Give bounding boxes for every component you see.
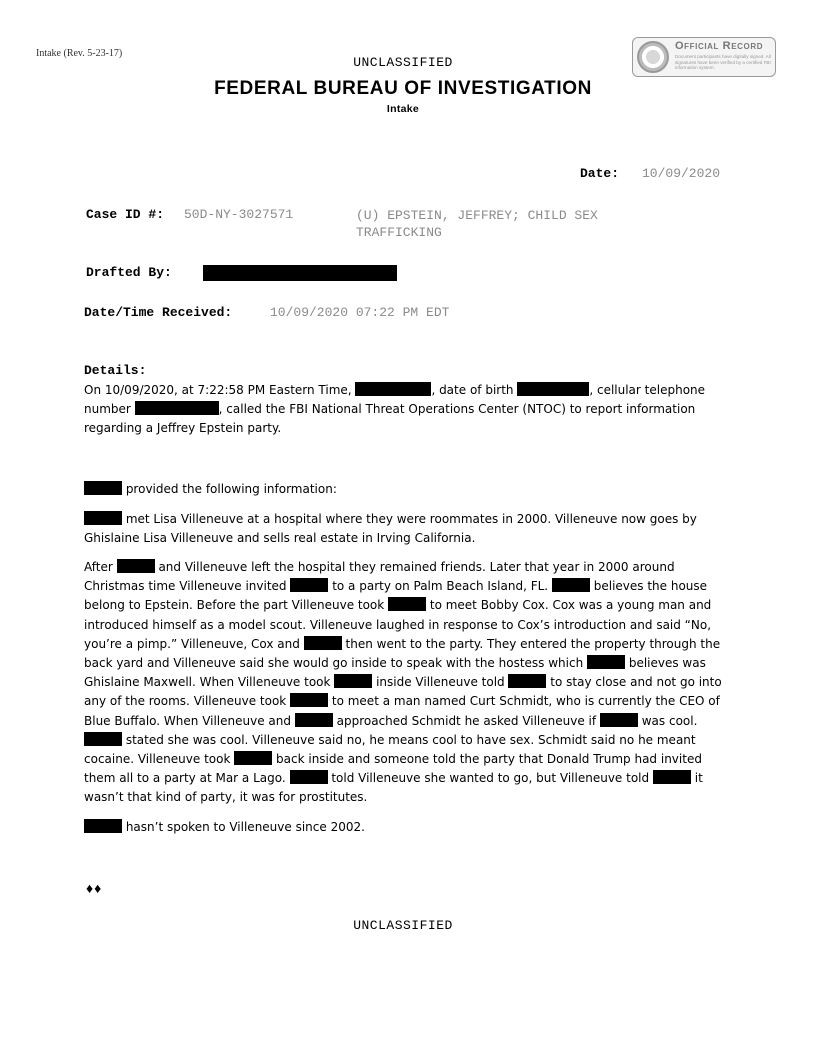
details-paragraph	[84, 381, 734, 439]
date-label: Date:	[580, 166, 620, 181]
text-segment: and Villeneuve left the hospital they remained friends. Later that year in 2000 around Christmas time Villeneuve invited	[84, 560, 675, 594]
details-paragraph	[84, 818, 734, 837]
official-record-stamp	[632, 37, 776, 77]
details-paragraph	[84, 558, 734, 808]
text-segment: to meet Bobby Cox. Cox was a young man and introduced himself as a model scout. Villeneuve laughed in response to Cox’s introduction and said “No, you’re a pimp.” Villeneuve, Cox and	[84, 598, 712, 651]
text-segment: believes was Ghislaine Maxwell. When Villeneuve took	[84, 656, 706, 690]
redaction	[587, 655, 625, 669]
text-segment: inside Villeneuve told	[372, 675, 509, 690]
stamp-title: Official Record	[675, 40, 764, 52]
case-title: (U) EPSTEIN, JEFFREY; CHILD SEX TRAFFICKING	[356, 208, 598, 240]
text-segment: believes the house belong to Epstein. Before the part Villeneuve took	[84, 579, 708, 613]
redaction	[234, 751, 272, 765]
redaction	[334, 674, 372, 688]
redaction	[84, 511, 122, 525]
details-paragraph	[84, 480, 734, 499]
text-segment: hasn’t spoken to Villeneuve since 2002.	[122, 820, 365, 834]
redaction	[600, 713, 638, 727]
case-id-label: Case ID #:	[86, 207, 165, 222]
text-segment: On 10/09/2020, at 7:22:58 PM Eastern Time,	[84, 383, 356, 397]
agency-title: FEDERAL BUREAU OF INVESTIGATION	[214, 78, 592, 99]
text-segment: back inside and someone told the party that Donald Trump had invited them all to a party at Mar a Lago.	[84, 752, 702, 786]
redaction	[304, 636, 342, 650]
text-segment: then went to the party. They entered the property through the back yard and Villeneuve said she would go inside to speak with the hostess which	[84, 636, 721, 671]
redaction	[290, 578, 328, 592]
redaction	[295, 713, 333, 727]
redaction	[117, 559, 155, 573]
text-segment: , date of birth	[431, 383, 518, 397]
received-value: 10/09/2020 07:22 PM EDT	[270, 305, 450, 320]
redaction	[388, 597, 426, 611]
classification-bottom: UNCLASSIFIED	[353, 918, 453, 933]
received-label: Date/Time Received:	[84, 305, 233, 320]
redaction	[517, 382, 589, 396]
case-id-value: 50D-NY-3027571	[184, 207, 294, 222]
redaction	[355, 382, 431, 396]
redaction	[84, 732, 122, 746]
redaction	[552, 578, 590, 592]
stamp-text: Document participants have digitally signed. All signatures have been verified by a certified FBI information system.	[675, 54, 771, 71]
date-value: 10/09/2020	[642, 166, 721, 181]
redaction	[203, 265, 397, 281]
text-segment: it wasn’t that kind of party, it was for prostitutes.	[84, 771, 703, 805]
redaction	[508, 674, 546, 688]
text-segment: After	[84, 560, 117, 574]
text-segment: to stay close and not go into any of the rooms. Villeneuve took	[84, 675, 722, 709]
classification-top: UNCLASSIFIED	[353, 55, 453, 70]
text-segment: told Villeneuve she wanted to go, but Villeneuve told	[327, 771, 653, 786]
form-type: Intake	[386, 103, 420, 115]
form-revision: Intake (Rev. 5-23-17)	[36, 48, 123, 59]
text-segment: to a party on Palm Beach Island, FL.	[328, 579, 552, 594]
fbi-seal-icon	[637, 41, 669, 73]
text-segment: provided the following information:	[122, 482, 337, 496]
redaction	[84, 819, 122, 833]
redaction	[290, 693, 328, 707]
details-heading: Details:	[84, 363, 147, 378]
redaction	[84, 481, 122, 495]
redaction	[290, 770, 328, 784]
text-segment: , called the FBI National Threat Operations Center (NTOC) to report information regarding a Jeffrey Epstein party.	[84, 402, 696, 436]
drafted-by-label: Drafted By:	[86, 265, 172, 280]
text-segment: met Lisa Villeneuve at a hospital where they were roommates in 2000. Villeneuve now goes by Ghislaine Lisa Villeneuve and sells real estate in Irving California.	[84, 512, 697, 546]
redaction	[653, 770, 691, 784]
text-segment: approached Schmidt he asked Villeneuve if	[332, 713, 600, 728]
redaction	[135, 401, 219, 415]
details-paragraph	[84, 510, 734, 548]
text-segment: , cellular telephone number	[84, 383, 706, 417]
text-segment: was cool.	[637, 713, 698, 728]
text-segment: stated she was cool. Villeneuve said no, he means cool to have sex. Schmidt said no he meant cocaine. Villeneuve took	[84, 732, 696, 767]
text-segment: to meet a man named Curt Schmidt, who is currently the CEO of Blue Buffalo. When Villeneuve and	[84, 694, 720, 728]
end-marker-diamonds: ♦♦	[86, 880, 103, 896]
